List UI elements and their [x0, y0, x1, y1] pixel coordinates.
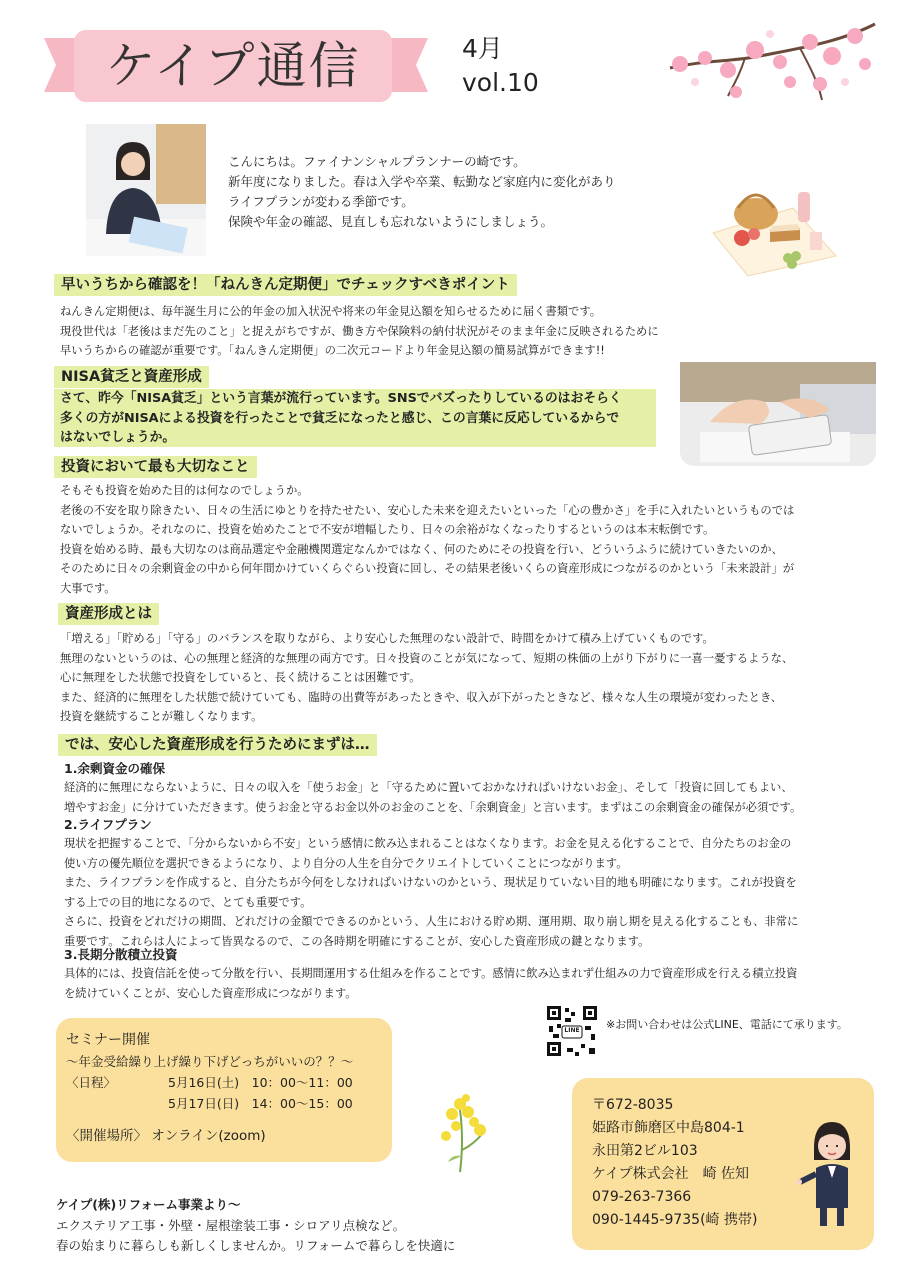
qr-line-label: LINE	[564, 1027, 580, 1034]
issue-volume: vol.10	[462, 68, 539, 97]
seminar-title: セミナー開催	[66, 1032, 150, 1048]
text-line: さて、昨今「NISA貧乏」という言葉が流行っています。SNSでバズったりしているのはおそらく	[60, 391, 622, 406]
title-ribbon-right	[388, 38, 428, 92]
contact-info	[592, 1094, 757, 1232]
step-title-longterm: 3.長期分散積立投資	[64, 947, 178, 962]
text-line: 具体的には、投資信託を使って分散を行い、長期間運用する仕組みを作ることです。感情に飲み込まれず仕組みの力で資産形成を行える積立投資	[64, 967, 798, 980]
text-line: ないでしょうか。それなのに、投資を始めたことで不安が増幅したり、日々の余裕がなくなったりするというのは本末転倒です。	[60, 523, 715, 536]
text-line: する上での目的地になるので、とても重要です。	[64, 895, 312, 909]
step-title-lifeplan: 2.ライフプラン	[64, 817, 152, 832]
text-line: 使い方の優先順位を選択できるようになり、より自分の人生を自分でクリエイトしていくことにつながります。	[64, 856, 628, 870]
intro-line: こんにちは。ファイナンシャルプランナーの崎です。	[228, 154, 526, 169]
seminar-venue: 〈開催場所〉 オンライン(zoom)	[66, 1128, 266, 1144]
intro-text	[228, 152, 616, 232]
section-text-asset	[60, 629, 793, 727]
section-heading-asset: 資産形成とは	[58, 603, 159, 625]
text-line: そもそも投資を始めた目的は何なのでしょうか。	[60, 484, 309, 497]
section-heading-nisa: NISA貧乏と資産形成	[54, 366, 209, 388]
mobile-phone[interactable]: 090-1445-9735(崎 携帯)	[592, 1212, 758, 1228]
seminar-date-2: 5月17日(日) 14：00～15：00	[168, 1096, 353, 1111]
text-line: また、ライフプランを作成すると、自分たちが今何をしなければいけないのかという、現状足りていない目的地も明確になります。これが投資を	[64, 876, 797, 889]
seminar-date-label: 〈日程〉	[66, 1075, 117, 1090]
text-line: 春の始まりに暮らしも新しくしませんか。リフォームで暮らしを快適に	[56, 1238, 456, 1253]
text-line: さらに、投資をどれだけの期間、どれだけの金額でできるのかという、人生における貯め期、運用期、取り崩し期を見える化することも、非常に	[64, 915, 799, 928]
text-line: を続けていくことが、安心した資産形成につながります。	[64, 986, 357, 1000]
office-phone[interactable]: 079-263-7366	[592, 1189, 692, 1205]
text-line: 増やすお金」に分けていただきます。使うお金と守るお金以外のお金のことを、「余剰資金」と言います。まずはこの余剰資金の確保が必須です。	[64, 800, 802, 814]
address-line: 姫路市飾磨区中島804-1	[592, 1120, 745, 1136]
text-line: 投資を継続することが難しくなります。	[60, 710, 263, 723]
text-line: ねんきん定期便は、毎年誕生月に公的年金の加入状況や将来の年金見込額を知らせるために届く書類です。	[60, 305, 602, 318]
cherry-blossom-branch-icon	[650, 12, 880, 112]
text-line: 心に無理をした状態で投資をしていると、長く続けることは困難です。	[60, 671, 421, 684]
seminar-subtitle: ～年金受給繰り上げ繰り下げどっちがいいの？？～	[66, 1054, 354, 1069]
section-heading-important: 投資において最も大切なこと	[54, 456, 257, 478]
section-text-important	[60, 481, 794, 598]
picnic-basket-icon	[708, 178, 838, 278]
step-text-longterm	[64, 964, 797, 1003]
text-line: 老後の不安を取り除きたい、日々の生活にゆとりを持たせたい、安心した未来を迎えたいといった「心の豊かさ」を手に入れたいというものでは	[60, 503, 795, 517]
text-line: 大事です。	[60, 581, 116, 595]
intro-line: 保険や年金の確認、見直しも忘れないようにしましょう。	[228, 214, 554, 229]
text-line: 早いうちからの確認が重要です。「ねんきん定期便」の二次元コードより年金見込額の簡易試算ができます!!	[60, 344, 605, 357]
text-line: 「増える」「貯める」「守る」のバランスを取りながら、より安心した無理のない設計で、時間をかけて積み上げていくものです。	[60, 632, 714, 645]
text-line: エクステリア工事・外壁・屋根塗装工事・シロアリ点検など。	[56, 1218, 406, 1233]
text-line: 現状を把握することで、「分からないから不安」という感情に飲み込まれることはなくなります。お金を見える化することで、自分たちのお金の	[64, 837, 792, 850]
reform-heading: ケイプ(株)リフォーム事業より～	[56, 1197, 241, 1212]
step-title-surplus: 1.余剰資金の確保	[64, 761, 165, 776]
text-line: また、経済的に無理をした状態で続けていても、臨時の出費等があったときや、収入が下がったときなど、様々な人生の環境が変わったとき、	[60, 690, 783, 704]
advisor-avatar-icon	[794, 1118, 860, 1230]
seminar-date-1: 5月16日(土) 10：00～11：00	[168, 1075, 353, 1090]
rapeseed-flower-icon	[434, 1090, 490, 1176]
contact-note: ※お問い合わせは公式LINE、電話にて承ります。	[606, 1018, 848, 1031]
text-line: 経済的に無理にならないように、日々の収入を「使うお金」と「守るために置いておかなければいけないお金」、そして「投資に回してもよい、	[64, 781, 793, 794]
text-line: 現役世代は「老後はまだ先のこと」と捉えがちですが、働き方や保険料の納付状況がそのまま年金に反映されるために	[60, 324, 659, 338]
postal-code: 〒672-8035	[592, 1097, 674, 1113]
calculator-photo-icon	[680, 362, 876, 466]
intro-line: ライフプランが変わる季節です。	[228, 194, 414, 209]
issue-info	[462, 32, 539, 100]
reform-text	[56, 1216, 455, 1256]
newsletter-title: ケイプ通信	[105, 37, 361, 95]
text-line: 投資を始める時、最も大切なのは商品選定や金融機関選定なんかではなく、何のためにその投資を行い、どういうふうに続けていきたいのか、	[60, 542, 783, 556]
text-line: 無理のないというのは、心の無理と経済的な無理の両方です。日々投資のことが気になって、短期の株価の上がり下がりに一喜一憂するような、	[60, 651, 794, 665]
step-text-lifeplan	[64, 834, 798, 951]
section-heading-nenkin: 早いうちから確認を！「ねんきん定期便」でチェックすべきポイント	[54, 274, 517, 296]
nisa-lead-text	[60, 389, 622, 448]
advisor-photo-icon	[86, 124, 206, 256]
step-text-surplus	[64, 778, 801, 817]
issue-month: 4月	[462, 34, 503, 63]
building-line: 永田第2ビル103	[592, 1143, 698, 1159]
text-line: 重要です。これらは人によって皆異なるので、この各時期を明確にすることが、安心した資産形成の鍵となります。	[64, 934, 650, 948]
section-heading-steps: では、安心した資産形成を行うためにまずは…	[58, 734, 377, 756]
text-line: はないでしょうか。	[60, 430, 176, 445]
company-name: ケイプ株式会社 崎 佐知	[592, 1166, 750, 1182]
intro-line: 新年度になりました。春は入学や卒業、転勤など家庭内に変化があり	[228, 174, 616, 189]
text-line: 多くの方がNISAによる投資を行ったことで貧乏になったと感じ、この言葉に反応しているからで	[60, 410, 620, 426]
text-line: そのために日々の余剰資金の中から何年間かけていくらぐらい投資に回し、その結果老後いくらの資産形成につながるのかという「未来設計」が	[60, 562, 795, 575]
section-text-nenkin	[60, 302, 659, 361]
